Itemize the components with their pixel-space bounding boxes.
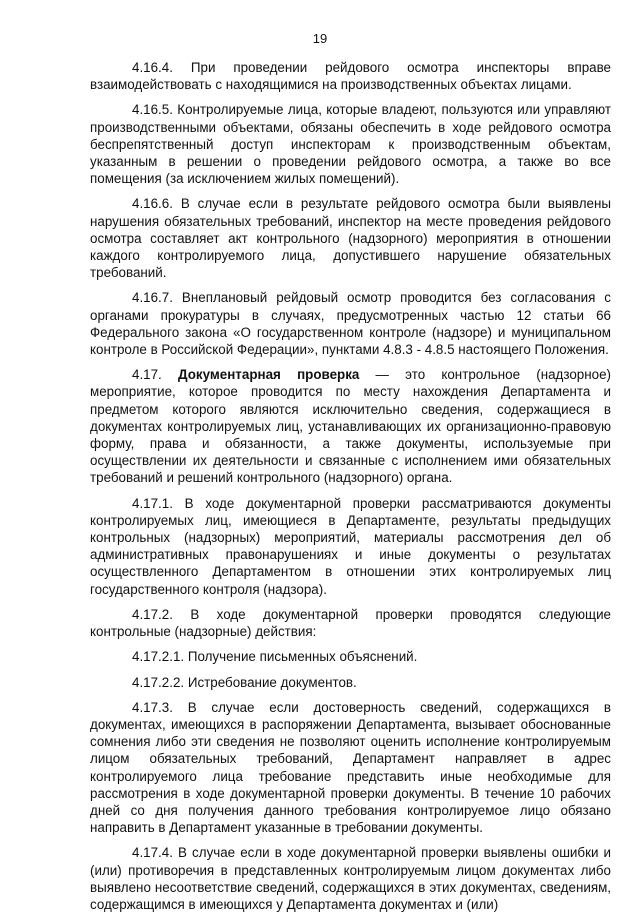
paragraph-4-17-definition: — это контрольное (надзорное) мероприятие, которое проводится по месту нахождения Департамента и предметом которого являются исключительно сведения, содержащиеся в документах контролируемых лиц, устанавливающих их организационно-правовую форму, права и обязанности, а также документы, используемые при осуществлении их деятельности и связанные с исполнением ими обязательных требований и решений контрольного (надзорного) органа. bbox=[90, 367, 611, 486]
paragraph-4-17-1: 4.17.1. В ходе документарной проверки рассматриваются документы контролируемых лиц, имеющиеся в Департаменте, результаты предыдущих контрольных (надзорных) мероприятий, материалы рассмотрения дел об административных правонарушениях и иные документы о результатах осуществленного Департаментом в отношении этих контролируемых лиц государственного контроля (надзора). bbox=[90, 495, 611, 597]
paragraph-4-17-2-1: 4.17.2.1. Получение письменных объяснений. bbox=[132, 649, 418, 665]
document-body bbox=[90, 59, 611, 921]
page-number: 19 bbox=[312, 31, 328, 46]
paragraph-4-17-4: 4.17.4. В случае если в ходе документарной проверки выявлены ошибки и (или) противоречия в представленных контролируемым лицом документах либо выявлено несоответствие сведений, содержащихся в этих документах, сведениям, содержащимся в имеющихся у Департамента документах и (или) bbox=[90, 845, 611, 912]
paragraph-4-17-term: Документарная проверка bbox=[178, 367, 360, 383]
paragraph-4-16-7: 4.16.7. Внеплановый рейдовый осмотр проводится без согласования с органами прокуратуры в случаях, предусмотренных частью 12 статьи 66 Федерального закона «О государственном контроле (надзоре) и муниципальном контроле в Российской Федерации», пунктами 4.8.3 - 4.8.5 настоящего Положения. bbox=[90, 290, 611, 358]
paragraph-4-17-3: 4.17.3. В случае если достоверность сведений, содержащихся в документах, имеющихся в распоряжении Департамента, вызывает обоснованные сомнения либо эти сведения не позволяют оценить исполнение контролируемым лицом обязательных требований, Департамент направляет в адрес контролируемого лица требование представить иные необходимые для рассмотрения в ходе документарной проверки документы. В течение 10 рабочих дней со дня получения данного требования контролируемое лицо обязано направить в Департамент указанные в требовании документы. bbox=[90, 699, 611, 836]
paragraph-4-16-6: 4.16.6. В случае если в результате рейдового осмотра были выявлены нарушения обязательных требований, инспектор на месте проведения рейдового осмотра составляет акт контрольного (надзорного) мероприятия в отношении каждого контролируемого лица, допустившего нарушение обязательных требований. bbox=[90, 196, 611, 281]
paragraph-4-17 bbox=[90, 366, 611, 486]
paragraph-4-17-2-2: 4.17.2.2. Истребование документов. bbox=[132, 674, 357, 690]
paragraph-4-17-2: 4.17.2. В ходе документарной проверки проводятся следующие контрольные (надзорные) действия: bbox=[90, 606, 611, 640]
paragraph-4-16-5: 4.16.5. Контролируемые лица, которые владеют, пользуются или управляют производственными объектами, обязаны обеспечить в ходе рейдового осмотра беспрепятственный доступ инспекторам к производственным объектам, указанным в решении о проведении рейдового осмотра, а также во все помещения (за исключением жилых помещений). bbox=[90, 102, 611, 187]
paragraph-4-16-4: 4.16.4. При проведении рейдового осмотра инспекторы вправе взаимодействовать с находящимися на производственных объектах лицами. bbox=[90, 60, 611, 93]
paragraph-4-17-number: 4.17. bbox=[132, 367, 162, 383]
